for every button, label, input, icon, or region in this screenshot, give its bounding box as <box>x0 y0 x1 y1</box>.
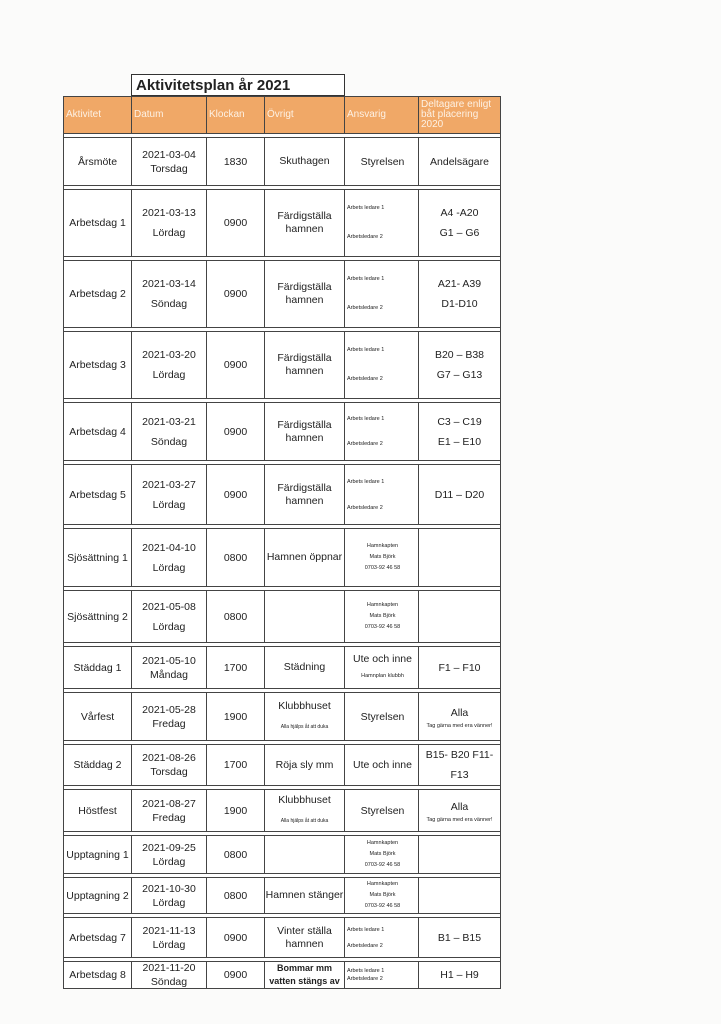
table-row <box>64 693 501 741</box>
deltagare-line: Alla <box>450 801 469 813</box>
datum-date: 2021-05-10 <box>142 654 196 667</box>
cell-ovrigt <box>265 647 345 689</box>
cell-klockan: 0800 <box>207 836 265 874</box>
ansvarig-line: Mats Björk <box>369 851 396 857</box>
ansvarig-line: Ute och inne <box>353 759 412 771</box>
cell-ansvarig <box>345 465 419 525</box>
deltagare-line: A4 -A20 <box>440 207 479 219</box>
cell-datum <box>132 261 207 328</box>
deltagare-line: G1 – G6 <box>439 227 480 239</box>
datum-date: 2021-03-27 <box>142 478 196 491</box>
cell-ovrigt <box>265 745 345 786</box>
deltagare-line: H1 – H9 <box>440 969 479 981</box>
table-row <box>64 745 501 786</box>
ansvarig-line: Arbetsledare 2 <box>347 942 383 949</box>
datum-date: 2021-11-13 <box>142 924 196 937</box>
table-row <box>64 465 501 525</box>
ovrigt-note: Alla hjälps åt att duka <box>280 817 329 824</box>
cell-klockan: 0800 <box>207 591 265 643</box>
cell-deltagare <box>419 138 501 186</box>
deltagare-line: B20 – B38 <box>434 349 485 361</box>
ansvarig-line: Arbets ledare 1 <box>347 204 385 211</box>
cell-deltagare <box>419 591 501 643</box>
ansvarig-line: Styrelsen <box>360 804 405 817</box>
ovrigt-text: Klubbhuset <box>278 699 331 712</box>
datum-day: Söndag <box>150 435 188 448</box>
cell-datum <box>132 138 207 186</box>
cell-deltagare <box>419 962 501 989</box>
ansvarig-line: Mats Björk <box>369 554 396 560</box>
cell-klockan: 1900 <box>207 693 265 741</box>
ansvarig-line: Hamnkapten <box>366 543 399 549</box>
datum-day: Lördag <box>152 620 186 633</box>
cell-ansvarig <box>345 878 419 914</box>
ansvarig-line: Arbets ledare 1 <box>347 478 385 485</box>
datum-date: 2021-09-25 <box>142 841 196 854</box>
cell-datum <box>132 878 207 914</box>
ovrigt-text: Röja sly mm <box>275 758 334 771</box>
table-row <box>64 529 501 587</box>
datum-day: Fredag <box>152 717 186 730</box>
cell-deltagare <box>419 403 501 461</box>
cell-deltagare <box>419 693 501 741</box>
ansvarig-line: 0703-92 46 58 <box>364 903 401 909</box>
deltagare-line: D11 – D20 <box>434 488 485 501</box>
table-row <box>64 836 501 874</box>
cell-ansvarig <box>345 403 419 461</box>
cell-ovrigt <box>265 261 345 328</box>
ovrigt-text: Färdigställa hamnen <box>277 481 332 507</box>
datum-day: Lördag <box>152 855 186 868</box>
cell-ovrigt <box>265 962 345 989</box>
cell-klockan: 0900 <box>207 465 265 525</box>
datum-date: 2021-11-20 <box>142 962 196 974</box>
ovrigt-text: Skuthagen <box>279 155 330 167</box>
ovrigt-text: Färdigställa hamnen <box>277 418 332 444</box>
ansvarig-line: Arbetsledare 2 <box>347 504 383 511</box>
cell-aktivitet: Arbetsdag 4 <box>64 403 132 461</box>
header-aktivitet: Aktivitet <box>64 97 132 134</box>
cell-klockan: 0800 <box>207 878 265 914</box>
cell-klockan: 0900 <box>207 962 265 989</box>
activity-table <box>63 96 501 989</box>
ansvarig-line: Mats Björk <box>369 613 396 619</box>
cell-aktivitet: Arbetsdag 3 <box>64 332 132 399</box>
cell-deltagare <box>419 261 501 328</box>
datum-date: 2021-03-20 <box>142 349 196 361</box>
cell-deltagare <box>419 529 501 587</box>
datum-day: Fredag <box>152 811 186 824</box>
datum-date: 2021-03-21 <box>142 415 196 428</box>
datum-day: Lördag <box>152 369 186 381</box>
datum-date: 2021-04-10 <box>142 541 196 554</box>
cell-ansvarig <box>345 190 419 257</box>
datum-date: 2021-03-04 <box>142 148 196 161</box>
ansvarig-line: 0703-92 46 58 <box>364 862 401 868</box>
ansvarig-line: Arbetsledare 2 <box>347 376 383 382</box>
ovrigt-text: Färdigställa hamnen <box>277 352 332 377</box>
cell-deltagare <box>419 647 501 689</box>
deltagare-line: C3 – C19 <box>437 415 482 428</box>
cell-datum <box>132 962 207 989</box>
ovrigt-text: Färdigställa hamnen <box>277 210 332 235</box>
ansvarig-line: Hamnkapten <box>366 602 399 608</box>
table-row <box>64 403 501 461</box>
deltagare-line: D1-D10 <box>441 298 478 310</box>
table-row <box>64 962 501 989</box>
header-ovrigt: Övrigt <box>265 97 345 134</box>
cell-datum <box>132 529 207 587</box>
cell-datum <box>132 693 207 741</box>
cell-datum <box>132 591 207 643</box>
cell-aktivitet: Upptagning 2 <box>64 878 132 914</box>
cell-aktivitet: Årsmöte <box>64 138 132 186</box>
cell-klockan: 0900 <box>207 190 265 257</box>
cell-aktivitet: Städdag 1 <box>64 647 132 689</box>
cell-ovrigt <box>265 465 345 525</box>
ansvarig-line: Arbetsledare 2 <box>347 976 383 982</box>
cell-ansvarig <box>345 647 419 689</box>
datum-date: 2021-03-13 <box>142 207 196 219</box>
datum-date: 2021-05-08 <box>142 600 196 613</box>
cell-deltagare <box>419 190 501 257</box>
cell-aktivitet: Höstfest <box>64 790 132 832</box>
header-ansvarig: Ansvarig <box>345 97 419 134</box>
cell-aktivitet: Arbetsdag 5 <box>64 465 132 525</box>
header-datum: Datum <box>132 97 207 134</box>
ansvarig-line: Arbets ledare 1 <box>347 346 385 353</box>
table-row <box>64 261 501 328</box>
cell-klockan: 1700 <box>207 745 265 786</box>
cell-deltagare <box>419 465 501 525</box>
ansvarig-line: Hamnkapten <box>366 840 399 846</box>
cell-klockan: 0900 <box>207 332 265 399</box>
cell-ansvarig <box>345 693 419 741</box>
cell-ovrigt <box>265 836 345 874</box>
datum-day: Lördag <box>152 498 186 511</box>
datum-date: 2021-08-26 <box>142 752 196 764</box>
datum-day: Lördag <box>152 896 186 909</box>
ansvarig-line: Mats Björk <box>369 892 396 898</box>
cell-deltagare <box>419 878 501 914</box>
ansvarig-line: Hamnplan klubbh <box>361 673 404 679</box>
ansvarig-line: Arbets ledare 1 <box>347 968 385 974</box>
cell-klockan: 0900 <box>207 403 265 461</box>
ansvarig-line: Styrelsen <box>360 710 405 723</box>
cell-ansvarig <box>345 962 419 989</box>
header-klockan: Klockan <box>207 97 265 134</box>
cell-datum <box>132 465 207 525</box>
cell-ovrigt <box>265 878 345 914</box>
ansvarig-line: Hamnkapten <box>366 881 399 887</box>
cell-klockan: 0900 <box>207 918 265 958</box>
cell-datum <box>132 790 207 832</box>
cell-aktivitet: Arbetsdag 7 <box>64 918 132 958</box>
datum-day: Torsdag <box>150 766 188 778</box>
ansvarig-line: Arbets ledare 1 <box>347 415 385 422</box>
cell-ansvarig <box>345 790 419 832</box>
datum-day: Måndag <box>150 668 188 681</box>
cell-ansvarig <box>345 138 419 186</box>
cell-aktivitet: Arbetsdag 1 <box>64 190 132 257</box>
deltagare-note: Tag gärna med era vänner! <box>426 817 493 823</box>
datum-day: Lördag <box>152 227 186 239</box>
ansvarig-line: Arbetsledare 2 <box>347 234 383 240</box>
cell-klockan: 1900 <box>207 790 265 832</box>
deltagare-line: G7 – G13 <box>436 369 483 381</box>
cell-datum <box>132 647 207 689</box>
cell-ovrigt <box>265 403 345 461</box>
datum-date: 2021-03-14 <box>142 278 196 290</box>
cell-klockan: 1830 <box>207 138 265 186</box>
datum-day: Lördag <box>152 561 186 574</box>
cell-aktivitet: Arbetsdag 8 <box>64 962 132 989</box>
cell-ansvarig <box>345 836 419 874</box>
ansvarig-line: Ute och inne <box>353 653 412 665</box>
header-row <box>64 97 501 134</box>
ansvarig-line: Arbets ledare 1 <box>347 275 385 282</box>
cell-klockan: 0900 <box>207 261 265 328</box>
cell-aktivitet: Städdag 2 <box>64 745 132 786</box>
ovrigt-text: Hamnen stänger <box>265 889 344 901</box>
cell-aktivitet: Sjösättning 1 <box>64 529 132 587</box>
table-row <box>64 878 501 914</box>
ansvarig-line: Styrelsen <box>360 155 405 168</box>
cell-ansvarig <box>345 332 419 399</box>
cell-ovrigt <box>265 529 345 587</box>
cell-ovrigt <box>265 693 345 741</box>
table-row <box>64 138 501 186</box>
deltagare-line: Andelsägare <box>430 155 489 168</box>
cell-aktivitet: Sjösättning 2 <box>64 591 132 643</box>
datum-day: Söndag <box>150 976 188 988</box>
deltagare-note: Tag gärna med era vänner! <box>426 723 493 729</box>
cell-klockan: 1700 <box>207 647 265 689</box>
cell-aktivitet: Upptagning 1 <box>64 836 132 874</box>
cell-aktivitet: Vårfest <box>64 693 132 741</box>
datum-day: Söndag <box>150 298 188 310</box>
table-body <box>64 134 501 989</box>
ansvarig-line: Arbetsledare 2 <box>347 440 383 447</box>
datum-day: Torsdag <box>150 162 188 175</box>
ovrigt-text: Färdigställa hamnen <box>277 281 332 306</box>
cell-ansvarig <box>345 745 419 786</box>
deltagare-line: B1 – B15 <box>437 931 482 944</box>
cell-ovrigt <box>265 190 345 257</box>
table-row <box>64 591 501 643</box>
deltagare-line: B15- B20 F11- F13 <box>425 749 494 781</box>
cell-datum <box>132 190 207 257</box>
cell-ovrigt <box>265 138 345 186</box>
cell-ovrigt <box>265 790 345 832</box>
cell-datum <box>132 745 207 786</box>
cell-datum <box>132 918 207 958</box>
cell-deltagare <box>419 836 501 874</box>
table-row <box>64 190 501 257</box>
page-title: Aktivitetsplan år 2021 <box>131 74 345 96</box>
cell-ansvarig <box>345 591 419 643</box>
cell-deltagare <box>419 332 501 399</box>
cell-datum <box>132 403 207 461</box>
cell-klockan: 0800 <box>207 529 265 587</box>
cell-ovrigt <box>265 918 345 958</box>
cell-ansvarig <box>345 261 419 328</box>
datum-date: 2021-08-27 <box>142 797 196 810</box>
ovrigt-text: Städning <box>283 661 326 673</box>
ovrigt-text: Bommar mm vatten stängs av <box>269 963 340 986</box>
deltagare-line: E1 – E10 <box>437 435 482 448</box>
table-row <box>64 647 501 689</box>
cell-datum <box>132 836 207 874</box>
cell-deltagare <box>419 790 501 832</box>
table-row <box>64 918 501 958</box>
cell-aktivitet: Arbetsdag 2 <box>64 261 132 328</box>
table-row <box>64 790 501 832</box>
ovrigt-text: Hamnen öppnar <box>266 551 343 563</box>
table-row <box>64 332 501 399</box>
cell-ovrigt <box>265 591 345 643</box>
cell-ansvarig <box>345 529 419 587</box>
ansvarig-line: Arbetsledare 2 <box>347 305 383 311</box>
ovrigt-text: Vinter ställa hamnen <box>277 924 332 950</box>
header-deltagare: Deltagare enligt båt placering 2020 <box>419 97 501 134</box>
cell-deltagare <box>419 918 501 958</box>
cell-ansvarig <box>345 918 419 958</box>
cell-datum <box>132 332 207 399</box>
datum-date: 2021-10-30 <box>142 882 196 895</box>
ansvarig-line: 0703-92 46 58 <box>364 565 401 571</box>
cell-deltagare <box>419 745 501 786</box>
datum-day: Lördag <box>152 938 186 951</box>
ovrigt-text: Klubbhuset <box>278 793 331 806</box>
deltagare-line: F1 – F10 <box>438 661 481 674</box>
ansvarig-line: Arbets ledare 1 <box>347 926 385 933</box>
deltagare-line: A21- A39 <box>437 278 482 290</box>
deltagare-line: Alla <box>450 707 469 719</box>
cell-ovrigt <box>265 332 345 399</box>
ansvarig-line: 0703-92 46 58 <box>364 624 401 630</box>
datum-date: 2021-05-28 <box>142 703 196 716</box>
ovrigt-note: Alla hjälps åt att duka <box>280 723 329 730</box>
